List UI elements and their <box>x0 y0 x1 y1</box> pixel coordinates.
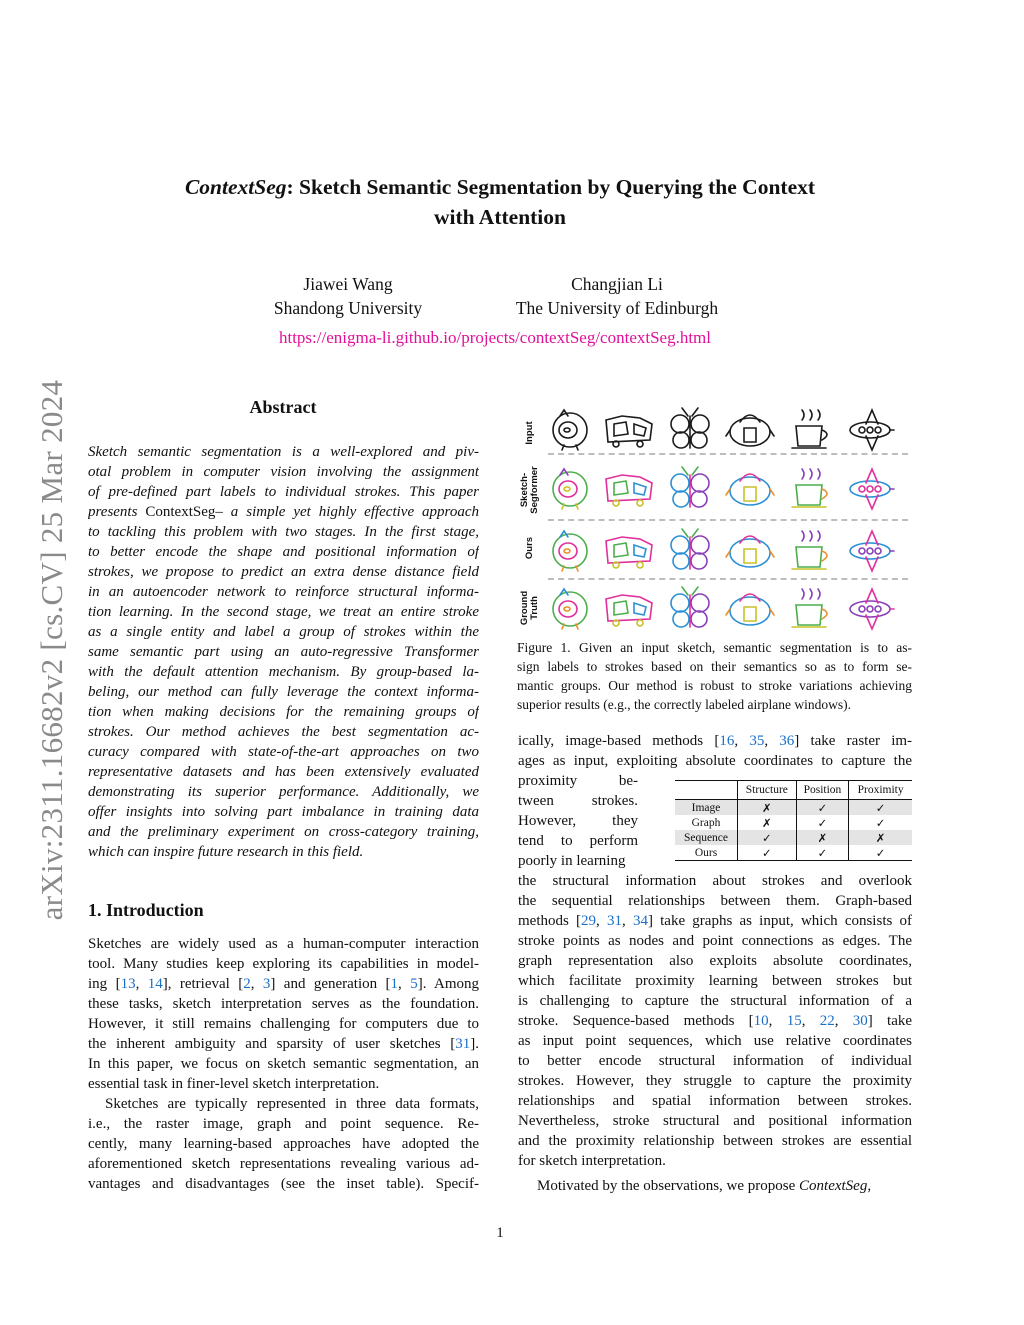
sketch-thumbnail <box>671 587 709 627</box>
citation-link[interactable]: 16 <box>719 733 735 749</box>
abstract-line: of pre-defined part labels to individual strokes. This paper <box>88 484 479 500</box>
intro-p2-line: i.e., the raster image, graph and point sequence. Re- <box>88 1116 479 1132</box>
sketch-thumbnail <box>553 531 587 571</box>
abstract-line: and the preliminary experiment on cross-category training, <box>88 824 479 840</box>
text-line: Sketches are widely used as a human-computer interaction <box>88 936 479 952</box>
text-line: the inherent ambiguity and sparsity of user sketches [31]. <box>88 1036 479 1052</box>
abstract-line-4: presents ContextSeg– a simple yet highly effective approach <box>88 504 479 520</box>
table-cell: ✓ <box>796 815 849 830</box>
table-header-cell: Position <box>796 781 849 800</box>
table-header-cell: Proximity <box>849 781 912 800</box>
intro-paragraph-1 <box>88 934 479 1094</box>
sketch-thumbnail <box>726 474 774 505</box>
text-line: and the proximity relationship between strokes are essential <box>518 1133 912 1149</box>
caption-line: Figure 1. Given an input sketch, semantic segmentation is to as- <box>517 640 912 655</box>
table-header-cell: Structure <box>738 781 797 800</box>
author-2-affiliation: The University of Edinburgh <box>515 298 719 318</box>
inset-table-wrapper <box>675 780 912 861</box>
table-row-label: Graph <box>691 816 721 829</box>
table-row <box>675 830 912 845</box>
text-line: the sequential relationships between them. Graph-based <box>518 893 912 909</box>
table-cell: ✓ <box>738 830 797 845</box>
table-cell: ✓ <box>849 815 912 830</box>
abstract-line: to tackling this problem with two stages. In the first stage, <box>88 524 479 540</box>
table-cell: ✗ <box>738 815 797 830</box>
sketch-thumbnail <box>606 537 652 568</box>
text-line: the structural information about strokes and overlook <box>518 873 912 889</box>
citation-link[interactable]: 10 <box>753 1013 769 1029</box>
abstract-line: representative datasets and has been extensively evaluated <box>88 764 479 780</box>
abstract-line: otal problem in computer vision involving the assignment <box>88 464 479 480</box>
author-1 <box>248 272 448 320</box>
author-2 <box>487 272 747 320</box>
abstract-line: strokes, we propose to predict an extra dense distance field <box>88 564 479 580</box>
abstract-heading: Abstract <box>249 397 317 417</box>
caption-line: sign labels to strokes based on their semantics so as to form se- <box>517 659 912 674</box>
sketch-thumbnail <box>726 536 774 567</box>
arxiv-stamp-text: arXiv:2311.16682v2 [cs.CV] 25 Mar 2024 <box>34 379 69 921</box>
sketch-thumbnail <box>792 589 827 627</box>
abstract-line: beling, our method can fully leverage the context informa- <box>88 684 479 700</box>
inset-table <box>675 780 912 861</box>
text-line: which facilitate proximity learning between strokes but <box>518 973 912 989</box>
text-line: is challenging to capture the structural information of a <box>518 993 912 1009</box>
citation-link[interactable]: 5 <box>410 976 418 992</box>
page-number: 1 <box>496 1225 504 1241</box>
sketch-thumbnail <box>850 589 894 629</box>
sketch-thumbnail <box>792 410 827 448</box>
sketch-thumbnail <box>792 531 827 569</box>
abstract-line: Sketch semantic segmentation is a well-explored and piv- <box>88 444 479 460</box>
table-cell: ✓ <box>849 845 912 861</box>
wrap-line: proximity be- <box>518 773 638 789</box>
abstract-line: which can inspire future research in this field. <box>88 844 364 860</box>
abstract-line: with the default attention mechanism. By group-based la- <box>88 664 479 680</box>
table-row-label: Image <box>691 801 721 814</box>
table-row <box>675 845 912 861</box>
sketch-grid <box>548 400 918 636</box>
citation-link[interactable]: 1 <box>390 976 399 992</box>
intro-heading: 1. Introduction <box>88 900 204 920</box>
sketch-thumbnail <box>553 410 587 450</box>
wrap-line: poorly in learning <box>518 853 626 869</box>
sketch-thumbnail <box>606 595 652 626</box>
author-1-name: Jiawei Wang <box>303 274 393 294</box>
intro-paragraph-2 <box>88 1094 479 1194</box>
text-line: methods [29, 31, 34] take graphs as input, which consists of <box>518 913 912 929</box>
text-line: these tasks, sketch interpretation serves as the foundation. <box>88 996 479 1012</box>
sketch-thumbnail <box>671 467 709 507</box>
abstract-line: to better encode the shape and positional information of <box>88 544 479 560</box>
citation-link[interactable]: 2 <box>243 976 251 992</box>
sketch-thumbnail <box>671 408 709 448</box>
figure-row-label: Input <box>524 421 535 445</box>
sketch-thumbnail <box>850 410 894 450</box>
right-column-wrap-text <box>518 771 638 871</box>
figure-1 <box>512 400 914 636</box>
motivation-line: Motivated by the observations, we propose ContextSeg, <box>537 1178 872 1194</box>
citation-link[interactable]: 22 <box>819 1013 835 1029</box>
citation-link[interactable]: 3 <box>262 976 271 992</box>
abstract-line: strokes. Our method achieves the best segmentation ac- <box>88 724 479 740</box>
text-line: ages as input, exploiting absolute coordinates to capture the <box>518 753 912 769</box>
text-line: Nevertheless, stroke structural and positional information <box>518 1113 912 1129</box>
text-line: graph representation also exploits absolute coordinates, <box>518 953 912 969</box>
abstract-method-name: ContextSeg <box>145 504 216 520</box>
wrap-line: tend to perform <box>518 833 638 849</box>
right-column-text-bottom <box>518 871 912 1171</box>
citation-link[interactable]: 30 <box>852 1013 868 1029</box>
table-cell: ✗ <box>796 830 849 845</box>
citation-link[interactable]: 15 <box>786 1013 802 1029</box>
title-line2: with Attention <box>434 205 566 229</box>
author-1-affiliation: Shandong University <box>273 298 423 318</box>
sketch-thumbnail <box>553 589 587 629</box>
right-column-last-line <box>518 1176 912 1196</box>
citation-link[interactable]: 14 <box>147 976 163 992</box>
intro-p2-line: cently, many learning-based approaches have adopted the <box>88 1136 479 1152</box>
abstract-line: same semantic part using an auto-regressive Transformer <box>88 644 479 660</box>
author-2-name: Changjian Li <box>571 274 663 294</box>
method-name: ContextSeg <box>799 1178 868 1194</box>
table-header-cell <box>675 781 738 800</box>
abstract-line: tion learning. In the second stage, we treat an entire stroke <box>88 604 479 620</box>
citation-link[interactable]: 34 <box>632 913 648 929</box>
sketch-thumbnail <box>606 416 652 447</box>
table-row-label: Ours <box>694 846 718 859</box>
abstract-line: offer insights into solving part imbalance in training data <box>88 804 479 820</box>
citation-link[interactable]: 31 <box>455 1036 471 1052</box>
text-line: for sketch interpretation. <box>518 1153 666 1169</box>
sketch-thumbnail <box>553 469 587 509</box>
abstract-body <box>88 442 479 862</box>
intro-p2-line: vantages and disadvantages (see the inset table). Specif- <box>88 1176 479 1192</box>
citation-link[interactable]: 35 <box>749 733 765 749</box>
caption-line: mantic groups. Our method is robust to stroke variations achieving <box>517 678 912 693</box>
project-url-link[interactable]: https://enigma-li.github.io/projects/contextSeg/contextSeg.html <box>278 328 712 347</box>
abstract-line: demonstrating its superior performance. Additionally, we <box>88 784 479 800</box>
citation-link[interactable]: 29 <box>581 913 597 929</box>
paper-title <box>0 172 1000 232</box>
title-method-name: ContextSeg <box>184 175 287 199</box>
text-line: to better encode structural information of individual <box>518 1053 912 1069</box>
citation-link[interactable]: 36 <box>779 733 795 749</box>
text-line: In this paper, we focus on sketch semantic segmentation, an <box>88 1056 479 1072</box>
text-line: as input point sequences, which use relative coordinates <box>518 1033 912 1049</box>
text-line: stroke points as nodes and point connections as edges. The <box>518 933 912 949</box>
table-row-label: Sequence <box>683 831 729 844</box>
title-line1: : Sketch Semantic Segmentation by Querying the Context <box>286 175 816 199</box>
sketch-thumbnail <box>726 415 774 446</box>
text-line: strokes. However, they struggle to capture the proximity <box>518 1073 912 1089</box>
text-line: ically, image-based methods [16, 35, 36] take raster im- <box>518 733 912 749</box>
intro-p2-line: Sketches are typically represented in three data formats, <box>105 1096 479 1112</box>
text-line: ing [13, 14], retrieval [2, 3] and generation [1, 5]. Among <box>88 976 479 992</box>
table-row <box>675 815 912 830</box>
abstract-line: as a single entity and label a group of strokes within the <box>88 624 479 640</box>
sketch-thumbnail <box>792 469 827 507</box>
wrap-line: tween strokes. <box>518 793 638 809</box>
text-line: However, it still remains challenging for computers due to <box>88 1016 479 1032</box>
table-cell: ✓ <box>738 845 797 861</box>
text-line: relationships and spatial information between strokes. <box>518 1093 912 1109</box>
figure-row-label: Ours <box>524 536 535 560</box>
right-column-text-top <box>518 731 912 771</box>
table-cell: ✓ <box>796 845 849 861</box>
caption-line: superior results (e.g., the correctly labeled airplane windows). <box>517 697 852 712</box>
abstract-line: in an autoencoder network to reinforce structural informa- <box>88 584 479 600</box>
citation-link[interactable]: 13 <box>120 976 136 992</box>
table-cell: ✗ <box>849 830 912 845</box>
wrap-line: However, they <box>518 813 638 829</box>
table-cell: ✓ <box>796 800 849 816</box>
citation-link[interactable]: 31 <box>606 913 622 929</box>
arxiv-stamp <box>32 350 72 950</box>
sketch-thumbnail <box>850 469 894 509</box>
table-cell: ✗ <box>738 800 797 816</box>
table-cell: ✓ <box>849 800 912 816</box>
table-row <box>675 800 912 816</box>
sketch-thumbnail <box>850 531 894 571</box>
text-line: tool. Many studies keep exploring its capabilities in model- <box>88 956 479 972</box>
figure-row-label: Sketch- Segformer <box>519 466 540 514</box>
figure-1-caption <box>517 638 912 714</box>
figure-row-label: Ground Truth <box>519 590 540 626</box>
sketch-thumbnail <box>671 529 709 569</box>
abstract-line: tion when making decisions for the remaining groups of <box>88 704 479 720</box>
intro-p2-line: aforementioned sketch representations revealing various ad- <box>88 1156 479 1172</box>
text-line: stroke. Sequence-based methods [10, 15, 22, 30] take <box>518 1013 912 1029</box>
abstract-line: curacy compared with state-of-the-art approaches on two <box>88 744 479 760</box>
sketch-thumbnail <box>726 594 774 625</box>
sketch-thumbnail <box>606 475 652 506</box>
text-line: essential task in finer-level sketch interpretation. <box>88 1076 380 1092</box>
table-header-row <box>675 781 912 800</box>
